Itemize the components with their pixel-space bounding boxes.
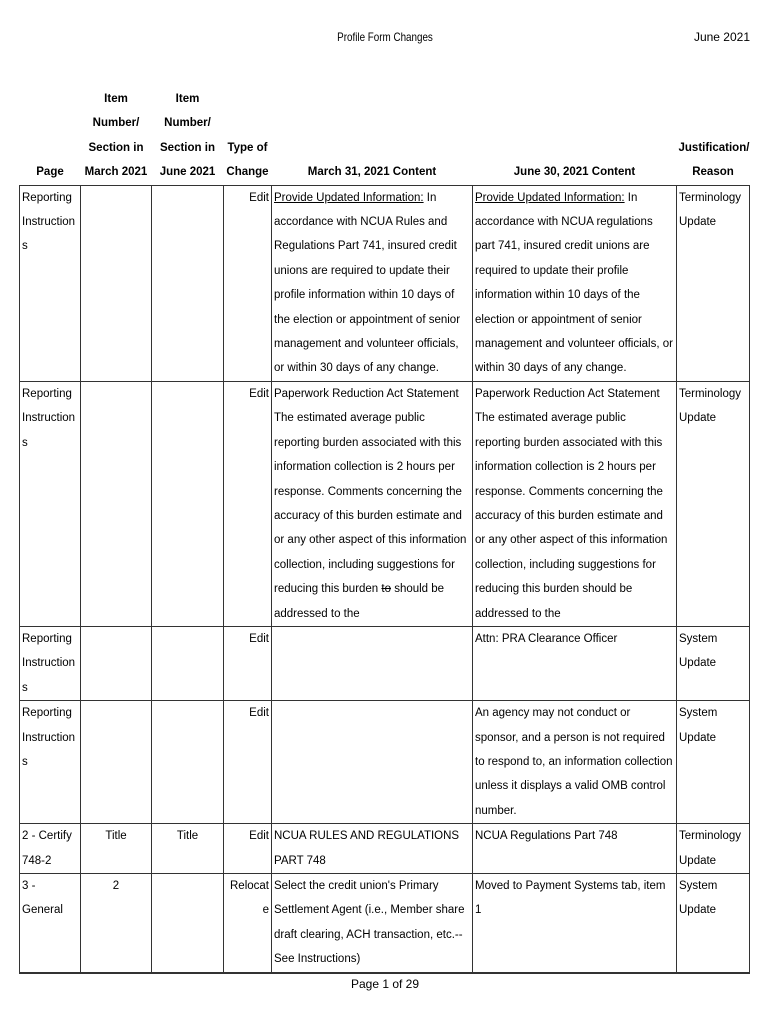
col-header-reason: Justification/ Reason	[678, 141, 750, 179]
cell-reason: Terminology Update	[677, 381, 750, 626]
cell-item-june	[152, 381, 224, 626]
table-row	[20, 185, 750, 381]
cell-reason: System Update	[677, 626, 750, 700]
cell-june-content: NCUA Regulations Part 748	[473, 824, 677, 874]
june-content-text: In accordance with NCUA regulations part 741, insured credit unions are required to update their profile information within 10 days of the election or appointment of senior management and volunteer officials, or within 30 days of any change.	[475, 191, 673, 375]
cell-reason: System Update	[677, 874, 750, 973]
cell-type: Relocate	[224, 874, 272, 973]
cell-page: 3 - General	[20, 874, 81, 973]
cell-march-content	[272, 185, 473, 381]
cell-item-march	[81, 701, 152, 824]
table-row	[20, 701, 750, 824]
cell-type: Edit	[224, 381, 272, 626]
cell-page: Reporting Instructions	[20, 381, 81, 626]
march-content-text-after: should be addressed to the	[274, 583, 445, 620]
cell-item-march: 2	[81, 874, 152, 973]
cell-march-content: NCUA RULES AND REGULATIONS PART 748	[272, 824, 473, 874]
cell-item-june	[152, 185, 224, 381]
document-date: June 2021	[693, 30, 750, 44]
march-content-lead: Provide Updated Information:	[274, 191, 424, 204]
cell-item-march	[81, 626, 152, 700]
table-header-row	[20, 87, 750, 185]
cell-page: Reporting Instructions	[20, 701, 81, 824]
cell-june-content: Paperwork Reduction Act Statement The estimated average public reporting burden associated with this information collection is 2 hours per response. Comments concerning the accuracy of this burden estimate and or any other aspect of this information collection, including suggestions for reducing this burden should be addressed to the	[473, 381, 677, 626]
table-row	[20, 874, 750, 973]
cell-type: Edit	[224, 626, 272, 700]
col-header-june-content: June 30, 2021 Content	[513, 166, 636, 179]
cell-june-content: Moved to Payment Systems tab, item 1	[473, 874, 677, 973]
cell-reason: Terminology Update	[677, 185, 750, 381]
cell-page: Reporting Instructions	[20, 626, 81, 700]
col-header-march-content: March 31, 2021 Content	[307, 166, 437, 179]
cell-type: Edit	[224, 185, 272, 381]
table-row	[20, 381, 750, 626]
june-content-lead: Provide Updated Information:	[475, 191, 625, 204]
table-row	[20, 824, 750, 874]
cell-march-content	[272, 701, 473, 824]
march-content-struck: to	[381, 583, 391, 596]
changes-table	[19, 87, 750, 974]
col-header-item-june: Item Number/ Section in June 2021	[159, 93, 216, 179]
cell-type: Edit	[224, 701, 272, 824]
cell-reason: Terminology Update	[677, 824, 750, 874]
cell-page: 2 - Certify 748-2	[20, 824, 81, 874]
cell-march-content	[272, 626, 473, 700]
cell-june-content: Attn: PRA Clearance Officer	[473, 626, 677, 700]
cell-item-march	[81, 185, 152, 381]
document-title: Profile Form Changes	[337, 30, 433, 44]
cell-item-june	[152, 701, 224, 824]
cell-page: Reporting Instructions	[20, 185, 81, 381]
cell-type: Edit	[224, 824, 272, 874]
march-content-text: In accordance with NCUA Rules and Regulations Part 741, insured credit unions are required to update their profile information within 10 days of the election or appointment of senior management and volunteer officials, or within 30 days of any change.	[274, 191, 461, 375]
cell-march-content: Select the credit union's Primary Settlement Agent (i.e., Member share draft clearing, ACH transaction, etc.--See Instructions)	[272, 874, 473, 973]
col-header-page: Page	[36, 166, 64, 179]
cell-reason: System Update	[677, 701, 750, 824]
cell-march-content	[272, 381, 473, 626]
cell-june-content: An agency may not conduct or sponsor, and a person is not required to respond to, an information collection unless it displays a valid OMB control number.	[473, 701, 677, 824]
cell-item-june	[152, 874, 224, 973]
march-content-text: Paperwork Reduction Act Statement The estimated average public reporting burden associated with this information collection is 2 hours per response. Comments concerning the accuracy of this burden estimate and or any other aspect of this information collection, including suggestions for reducing this burden	[274, 387, 467, 596]
cell-item-march: Title	[81, 824, 152, 874]
cell-june-content	[473, 185, 677, 381]
cell-item-march	[81, 381, 152, 626]
col-header-type: Type of Change	[226, 141, 269, 179]
cell-item-june	[152, 626, 224, 700]
cell-item-june: Title	[152, 824, 224, 874]
col-header-item-march: Item Number/ Section in March 2021	[84, 93, 148, 179]
page-number: Page 1 of 29	[350, 977, 420, 991]
table-row	[20, 626, 750, 700]
